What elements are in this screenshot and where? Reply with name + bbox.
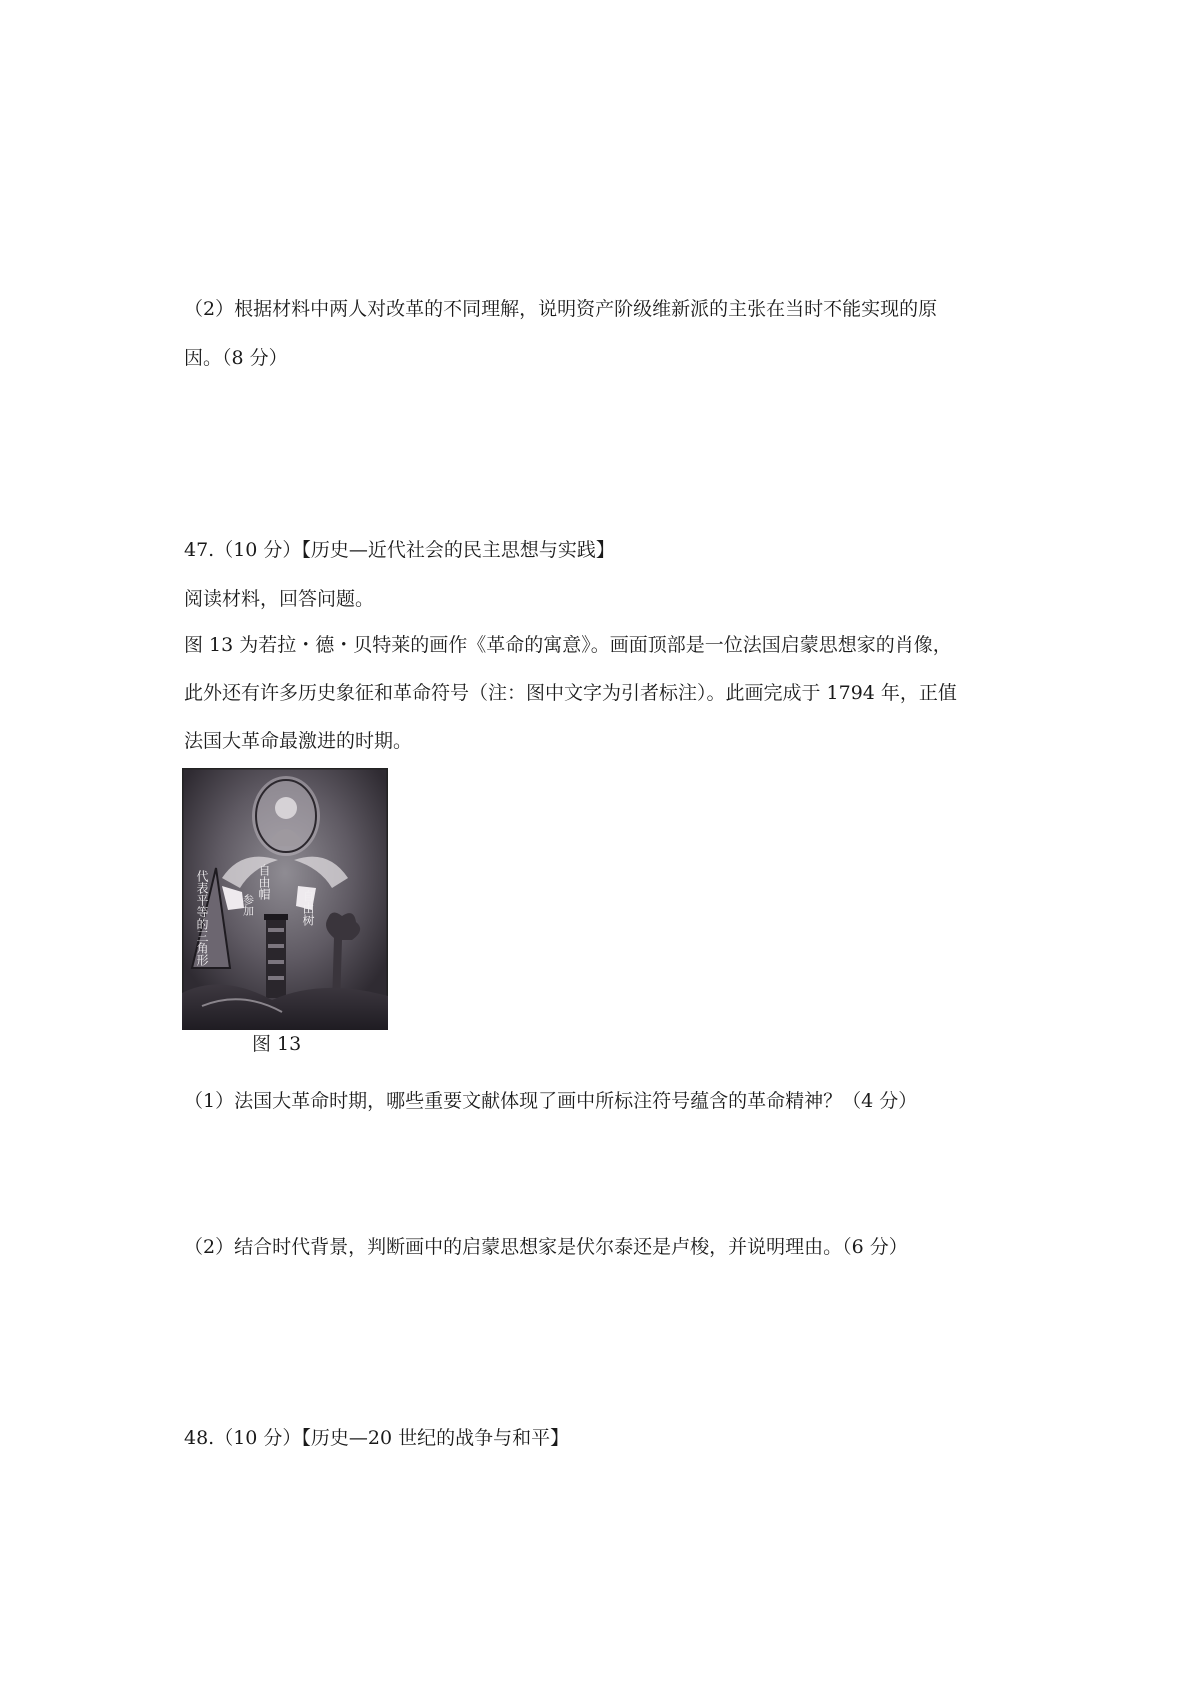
q47-material-line1: 图 13 为若拉・德・贝特莱的画作《革命的寓意》。画面顶部是一位法国启蒙思想家的肖像， [184, 634, 952, 656]
figure-13-painting [182, 768, 388, 1030]
figure-annotation-center-lower: 参加 [241, 894, 255, 916]
q47-material-line3: 法国大革命最激进的时期。 [184, 730, 413, 752]
q46-part2-line2: 因。（8 分） [184, 347, 288, 369]
q47-part1: （1）法国大革命时期，哪些重要文献体现了画中所标注符号蕴含的革命精神？（4 分） [184, 1090, 918, 1112]
q47-part2: （2）结合时代背景，判断画中的启蒙思想家是伏尔泰还是卢梭，并说明理由。（6 分） [184, 1236, 908, 1258]
q48-heading: 48.（10 分）【历史—20 世纪的战争与和平】 [184, 1427, 570, 1449]
q47-material-line2: 此外还有许多历史象征和革命符号（注：图中文字为引者标注）。此画完成于 1794 年，正值 [184, 682, 957, 704]
figure-annotation-liberty-tree: 自由树 [301, 890, 315, 926]
figure-13-caption: 图 13 [252, 1033, 302, 1055]
q46-part2-line1: （2）根据材料中两人对改革的不同理解，说明资产阶级维新派的主张在当时不能实现的原 [184, 298, 938, 320]
q47-heading: 47.（10 分）【历史—近代社会的民主思想与实践】 [184, 539, 615, 561]
figure-annotation-triangle: 代表平等的三角形 [195, 870, 209, 966]
q47-instruction: 阅读材料，回答问题。 [184, 588, 375, 610]
figure-annotation-liberty-cap: 自由帽 [257, 864, 271, 900]
